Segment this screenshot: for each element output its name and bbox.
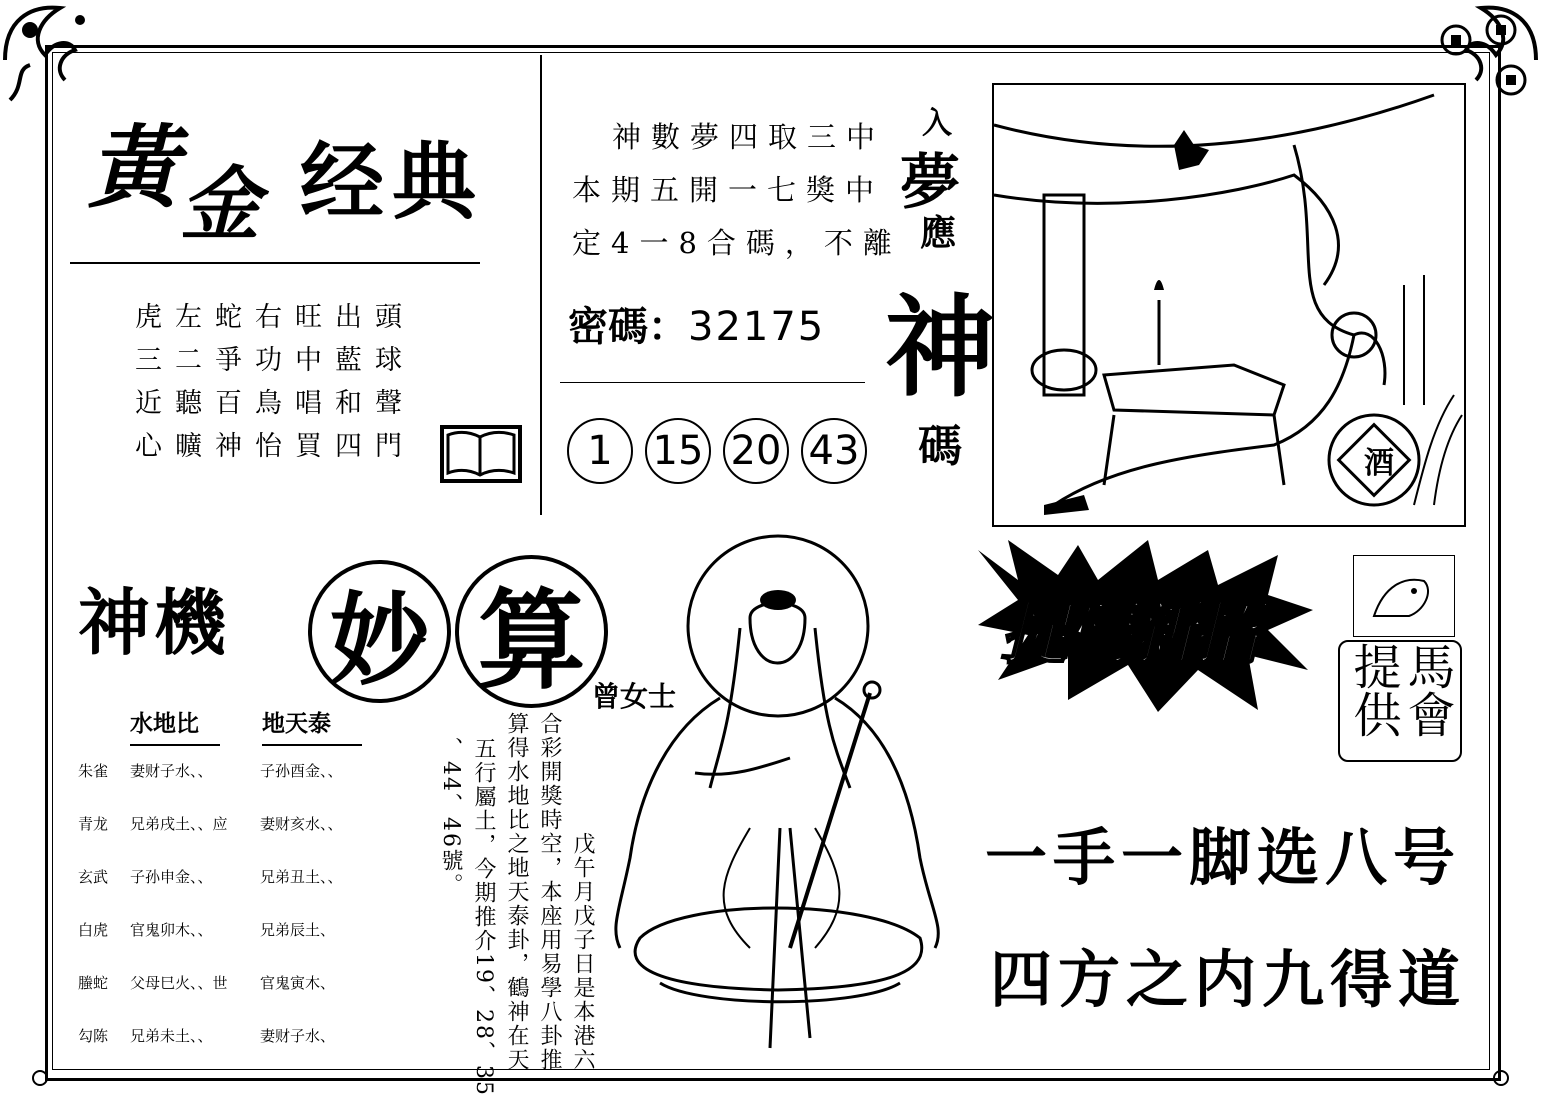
section2-title-left: 神機 bbox=[78, 580, 231, 665]
slogan-2: 四方之内九得道 bbox=[990, 943, 1467, 1016]
provider-col-2: 提供 bbox=[1345, 642, 1401, 738]
tai-line-cell: 兄弟辰土、 bbox=[260, 921, 336, 939]
poem-line: 三二爭功中藍球 bbox=[135, 345, 415, 376]
prize-block bbox=[572, 115, 902, 274]
number-ball: 1 bbox=[567, 418, 633, 484]
tai-line-cell: 妻财亥水、、 bbox=[260, 815, 343, 833]
section2-title-big-1: 妙 bbox=[329, 580, 430, 699]
secret-code-label: 密碼： bbox=[568, 303, 688, 350]
spirit-cell: 白虎 bbox=[78, 921, 109, 939]
vertical-text-block bbox=[420, 712, 595, 1097]
header-char-2: 金 bbox=[180, 157, 260, 251]
dream-small-1: 入 bbox=[922, 106, 952, 141]
provider-col-1: 馬會 bbox=[1399, 642, 1455, 738]
spirit-cell: 青龙 bbox=[78, 815, 109, 833]
spirit-cell: 朱雀 bbox=[78, 762, 109, 780]
bi-line-cell: 妻财子水、、 bbox=[130, 762, 213, 780]
dream-big-2: 神 bbox=[885, 283, 995, 412]
prize-line: 神數夢四取三中 bbox=[612, 120, 886, 154]
vertical-column: 算得水地比之地天泰卦，鶴神在天 bbox=[504, 712, 529, 1072]
section2-circle-2 bbox=[455, 555, 608, 708]
horse-icon bbox=[1354, 556, 1454, 636]
poem-line: 虎左蛇右旺出頭 bbox=[135, 302, 415, 333]
bi-line-cell: 官鬼卯木、、 bbox=[130, 921, 213, 939]
corner-ornament-bottom-right bbox=[1461, 1050, 1541, 1104]
corner-ornament-top-left bbox=[0, 0, 120, 110]
secret-code bbox=[568, 295, 825, 352]
dream-small-3: 碼 bbox=[918, 421, 962, 472]
bi-line-cell: 兄弟未土、、 bbox=[130, 1027, 213, 1045]
header-title-main: 经典 bbox=[300, 132, 485, 231]
dream-big-1: 夢 bbox=[900, 148, 960, 218]
tips-panel bbox=[978, 540, 1470, 765]
vertical-column: 、44、46號。 bbox=[438, 737, 463, 897]
poem-line: 心曠神怡買四門 bbox=[135, 431, 415, 462]
section2-author: 曾女士 bbox=[592, 680, 677, 713]
secret-code-value: 32175 bbox=[688, 304, 826, 350]
tips-title: 捉碼新招 bbox=[1000, 594, 1257, 674]
dream-illustration bbox=[992, 83, 1466, 527]
wine-jar-label: 酒 bbox=[1364, 446, 1394, 481]
seated-sage-figure bbox=[600, 528, 950, 1068]
divider-vertical bbox=[540, 55, 542, 515]
tai-line-cell: 妻财子水、 bbox=[260, 1027, 336, 1045]
slogan-1: 一手一脚选八号 bbox=[985, 821, 1462, 894]
bi-line-cell: 父母巳火、、世 bbox=[130, 974, 228, 992]
provider-box bbox=[1338, 640, 1462, 762]
section2-circle-1 bbox=[308, 560, 451, 703]
number-ball: 43 bbox=[801, 418, 867, 484]
prize-line: 本期五開一七獎中 bbox=[572, 173, 885, 207]
bi-line-cell: 子孙申金、、 bbox=[130, 868, 213, 886]
section2-title-big-2: 算 bbox=[477, 578, 586, 704]
book-icon bbox=[440, 425, 522, 483]
corner-ornament-bottom-left bbox=[0, 1050, 80, 1104]
tai-line-cell: 兄弟丑土、、 bbox=[260, 868, 343, 886]
vertical-column: 戊午月戊子日是本港六 bbox=[570, 832, 595, 1072]
tai-line-cell: 子孙酉金、、 bbox=[260, 762, 343, 780]
dream-small-2: 應 bbox=[920, 212, 957, 254]
number-row bbox=[567, 418, 867, 484]
divider-code bbox=[560, 382, 865, 383]
bi-line-cell: 兄弟戌土、、应 bbox=[130, 815, 228, 833]
spirit-cell: 玄武 bbox=[78, 868, 109, 886]
header-char-1: 黃 bbox=[88, 115, 178, 221]
number-ball: 20 bbox=[723, 418, 789, 484]
spirit-cell: 螣蛇 bbox=[78, 974, 109, 992]
horse-stamp bbox=[1353, 555, 1455, 637]
number-ball: 15 bbox=[645, 418, 711, 484]
poem-line: 近聽百鳥唱和聲 bbox=[135, 388, 415, 419]
hexagram-header-2: 地天泰 bbox=[262, 705, 362, 746]
prize-line: 定4一8合碼，不離 bbox=[572, 226, 902, 260]
divider-title bbox=[70, 262, 480, 264]
spirit-cell: 勾陈 bbox=[78, 1027, 109, 1045]
vertical-column: 五行屬土，今期推介19、28、35 bbox=[471, 737, 496, 1097]
hexagram-header-1: 水地比 bbox=[130, 705, 220, 746]
vertical-column: 合彩開獎時空，本座用易學八卦推 bbox=[537, 712, 562, 1072]
tai-line-cell: 官鬼寅木、 bbox=[260, 974, 336, 992]
poem-block bbox=[135, 295, 415, 467]
